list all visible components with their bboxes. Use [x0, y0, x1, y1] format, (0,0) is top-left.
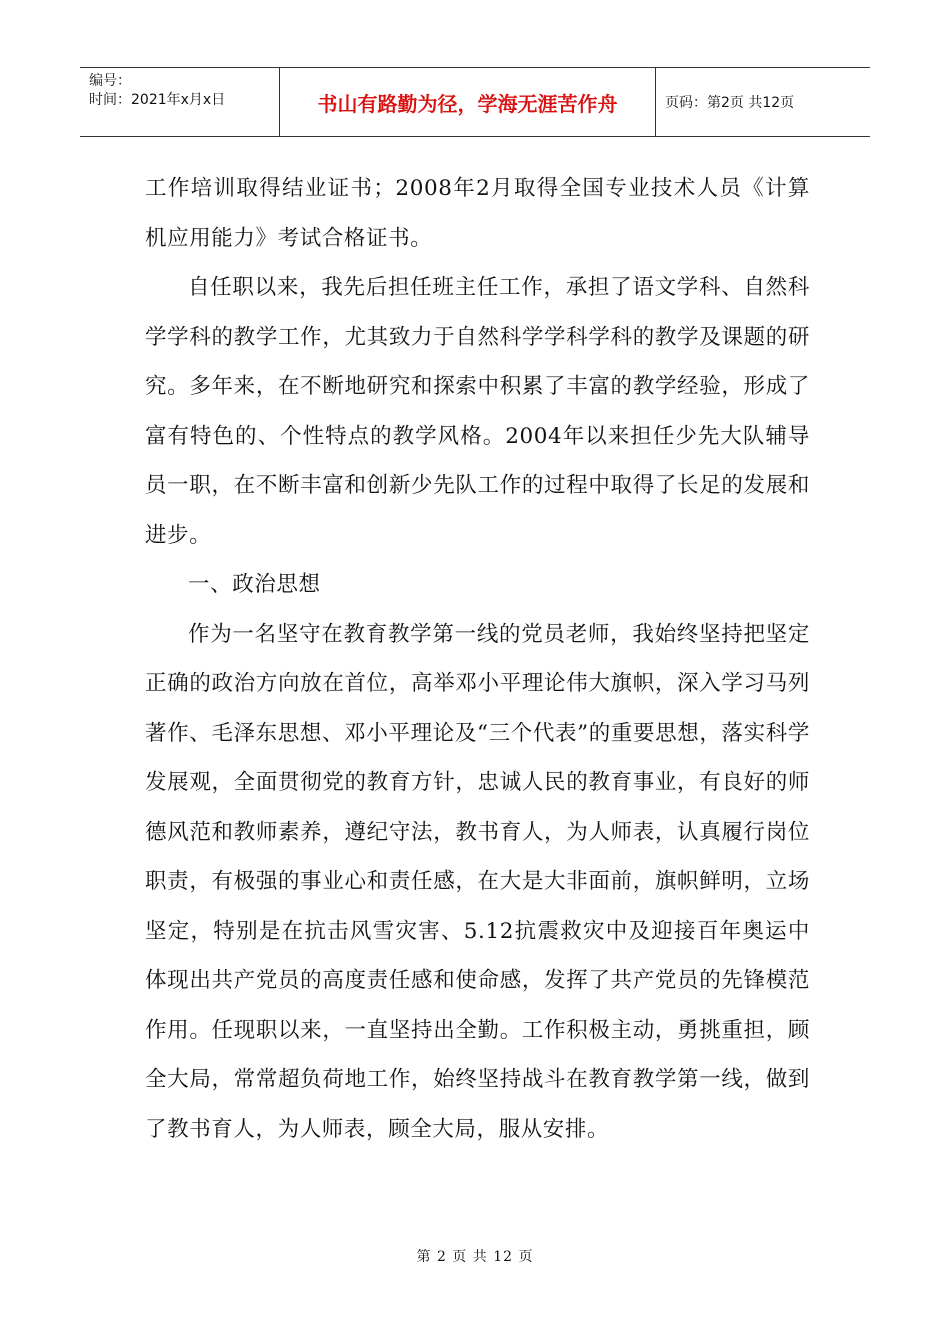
header-number-label: 编号：	[89, 73, 131, 89]
paragraph-politics: 作为一名坚守在教育教学第一线的党员老师，我始终坚持把坚定正确的政治方向放在首位，高举邓小平理论伟大旗帜，深入学习马列著作、毛泽东思想、邓小平理论及“三个代表”的重要思想，落实科学发展观，全面贯彻党的教育方针，忠诚人民的教育事业，有良好的师德风范和教师素养，遵纪守法，教书育人，为人师表，认真履行岗位职责，有极强的事业心和责任感，在大是大非面前，旗帜鲜明，立场坚定，特别是在抗击风雪灾害、5.12抗震救灾中及迎接百年奥运中体现出共产党员的高度责任感和使命感，发挥了共产党员的先锋模范作用。任现职以来，一直坚持出全勤。工作积极主动，勇挑重担，顾全大局，常常超负荷地工作，始终坚持战斗在教育教学第一线，做到了教书育人，为人师表，顾全大局，服从安排。	[145, 621, 810, 1142]
header-time-label: 时间：2021年x月x日	[89, 92, 226, 108]
header-motto: 书山有路勤为径，学海无涯苦作舟	[280, 68, 656, 136]
paragraph-continued: 工作培训取得结业证书；2008年2月取得全国专业技术人员《计算机应用能力》考试合格证书。	[145, 176, 810, 251]
page-footer: 第 2 页 共 12 页	[416, 1249, 534, 1265]
section-heading-politics: 一、政治思想	[188, 572, 321, 597]
document-body	[145, 164, 810, 1154]
paragraph-introduction: 自任职以来，我先后担任班主任工作，承担了语文学科、自然科学学科的教学工作，尤其致力于自然科学学科学科的教学及课题的研究。多年来，在不断地研究和探索中积累了丰富的教学经验，形成了富有特色的、个性特点的教学风格。2004年以来担任少先大队辅导员一职，在不断丰富和创新少先队工作的过程中取得了长足的发展和进步。	[145, 275, 810, 548]
header-meta	[80, 68, 280, 136]
header-page-info: 页码：第2页 共12页	[665, 95, 795, 111]
document-header	[80, 67, 870, 137]
